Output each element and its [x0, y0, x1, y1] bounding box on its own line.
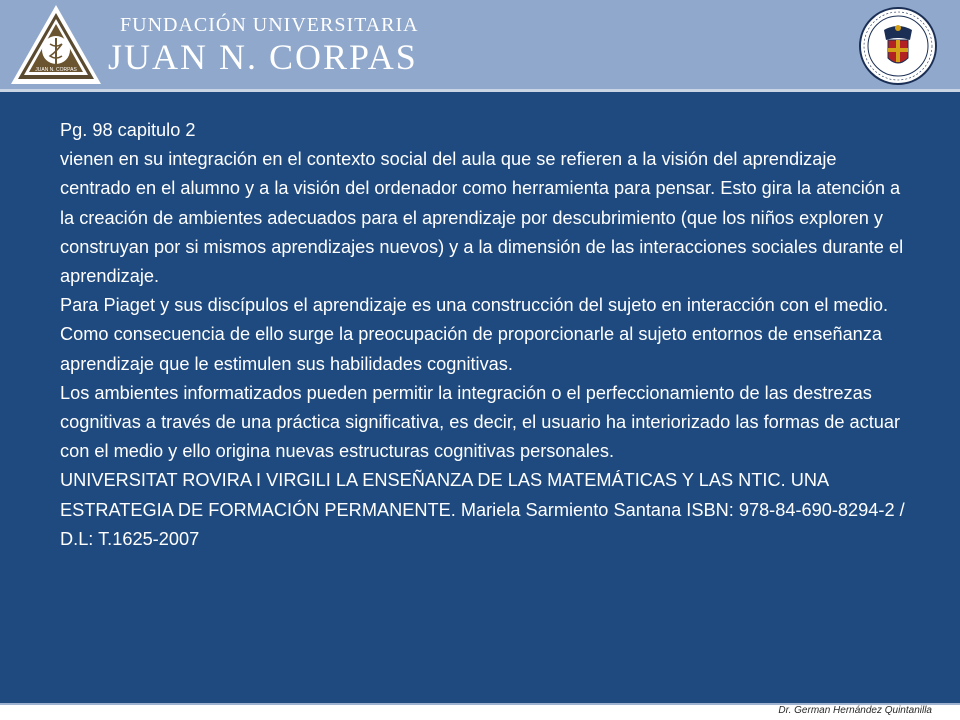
- logo-caption: JUAN N. CORPAS: [35, 67, 77, 73]
- citation: UNIVERSITAT ROVIRA I VIRGILI LA ENSEÑANZA DE LAS MATEMÁTICAS Y LAS NTIC. UNA ESTRATEGIA DE FORMACIÓN PERMANENTE. Mariela Sarmiento Santana ISBN: 978-84-690-8294-2 / D.L: T.1625-2007: [60, 470, 905, 549]
- page-reference: Pg. 98 capitulo 2: [60, 120, 196, 140]
- institution-name-line1: FUNDACIÓN UNIVERSITARIA: [120, 14, 419, 36]
- footer-author: Dr. German Hernández Quintanilla: [778, 705, 932, 716]
- university-seal-icon: [858, 6, 938, 86]
- institution-name-line2: JUAN N. CORPAS: [108, 37, 418, 77]
- paragraph-1: vienen en su integración en el contexto social del aula que se refieren a la visión del aprendizaje centrado en el alumno y a la visión del ordenador como herramienta para pensar. Esto gira la atención a la creación de ambientes adecuados para el aprendizaje por descubrimiento (que los niños exploren y construyan por si mismos aprendizajes nuevos) y a la dimensión de las interacciones sociales durante el aprendizaje.: [60, 149, 904, 287]
- header-divider: [0, 89, 960, 92]
- paragraph-2: Para Piaget y sus discípulos el aprendizaje es una construcción del sujeto en interacción con el medio. Como consecuencia de ello surge la preocupación de proporcionarle al sujeto entornos de enseñanza aprendizaje que le estimulen sus habilidades cognitivas.: [60, 295, 889, 374]
- header-bar: [0, 0, 960, 89]
- slide-text-body: [60, 116, 910, 554]
- paragraph-3: Los ambientes informatizados pueden permitir la integración o el perfeccionamiento de las destrezas cognitivas a través de una práctica significativa, es decir, el usuario ha interiorizado las formas de actuar con el medio y ello origina nuevas estructuras cognitivas personales.: [60, 382, 901, 462]
- university-logo: [8, 2, 104, 88]
